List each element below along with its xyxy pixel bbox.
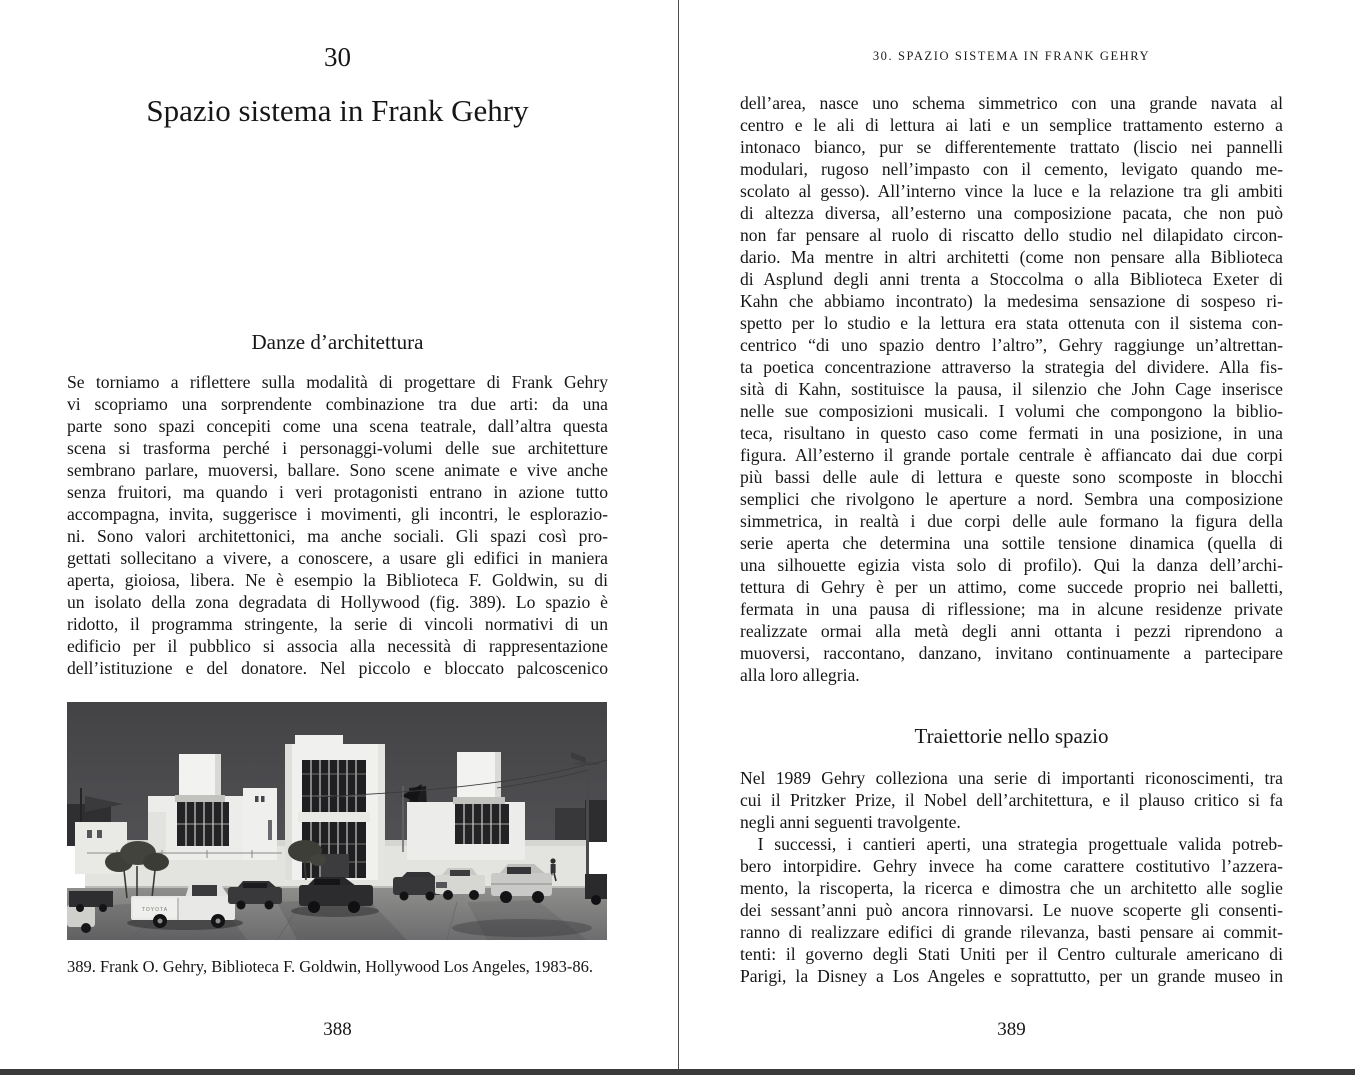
text-line: teca, risultano in questo caso come fermati in una posizione, in una (740, 423, 1283, 443)
text-line: vi scopriamo una sorprendente combinazione tra due arti: da una (67, 394, 608, 414)
text-line: centrico “di uno spazio dentro l’altro”, Gehry raggiunge un’altrettan- (740, 335, 1283, 355)
text-line: non far pensare al ruolo di riscatto dello studio nel dilapidato circon- (740, 225, 1283, 245)
right-page-number: 389 (997, 1019, 1026, 1040)
chapter-number: 30 (324, 42, 351, 72)
text-line: simmetrica, in realtà i due corpi delle aule formano la figura della (740, 511, 1283, 531)
text-line: modulari, rugoso nell’impasto con il cemento, levigato quando me- (740, 159, 1283, 179)
chapter-title: Spazio sistema in Frank Gehry (146, 93, 529, 128)
left-page-number: 388 (323, 1019, 352, 1040)
text-line: I successi, i cantieri aperti, una strategia progettuale valida potreb- (740, 834, 1283, 854)
text-line: ridotto, il programma stringente, la serie di vincoli normativi di un (67, 614, 608, 634)
text-line: scena si trasforma perché i personaggi-volumi delle sue architetture (67, 438, 608, 458)
text-line: bero intorpidire. Gehry invece ha come carattere costitutivo l’azzera- (740, 856, 1283, 876)
text-line: Parigi, la Disney a Los Angeles e soprattutto, per un grande museo in (740, 966, 1283, 986)
text-line: accompagna, invita, suggerisce i movimenti, gli incontri, le esplorazio- (67, 504, 608, 524)
left-body-paragraph (67, 371, 608, 679)
text-line: dell’istituzione e del donatore. Nel piccolo e bloccato palcoscenico (67, 658, 608, 678)
photo-left-cube (179, 754, 221, 795)
text-line: tettura di Gehry è per un attimo, come succede proprio nei balletti, (740, 577, 1283, 597)
pickup-tailgate-label: TOYOTA (141, 907, 169, 913)
figure-photo (67, 702, 607, 940)
text-line: cui il Pritzker Prize, il Nobel dell’architettura, e il plauso critico si fa (740, 790, 1283, 810)
text-line: mento, la riscoperta, la ricerca e dimostra che un architetto alle soglie (740, 878, 1283, 898)
text-line: parte sono spazi concepiti come una scena teatrale, dall’altra questa (67, 416, 608, 436)
photo-right-cube (457, 752, 501, 797)
text-line: serie aperta che determina una sottile tensione dinamica (quella di (740, 533, 1283, 553)
page-gutter-line (678, 0, 679, 1069)
text-line: aperta, gioiosa, libera. Ne è esempio la Biblioteca F. Goldwin, su di (67, 570, 608, 590)
text-line: realizzate ormai alla metà degli anni ottanta i pezzi riprendono a (740, 621, 1283, 641)
text-line: dei sessant’anni può ancora rinnovarsi. Le nuove scoperte gli consenti- (740, 900, 1283, 920)
text-line: Se torniamo a riflettere sulla modalità di progettare di Frank Gehry (67, 372, 608, 392)
section-heading-danze: Danze d’architettura (251, 330, 424, 354)
text-line: più bassi delle aule di lettura e queste sono scomposte in blocchi (740, 467, 1283, 487)
running-header: 30. SPAZIO SISTEMA IN FRANK GEHRY (872, 49, 1151, 63)
text-line: fermata in una pausa di riflessione; ma in alcune residenze private (740, 599, 1283, 619)
right-body-paragraphs-2-3 (740, 767, 1283, 987)
text-line: sità di Kahn, sostituisce la pausa, il silenzio che John Cage inserisce (740, 379, 1283, 399)
section-heading-traiettorie: Traiettorie nello spazio (914, 724, 1109, 748)
right-body-paragraph-2 (740, 767, 1283, 833)
text-line: dell’area, nasce uno schema simmetrico con una grande navata al (740, 93, 1283, 113)
text-line: un isolato della zona degradata di Hollywood (fig. 389). Lo spazio è (67, 592, 608, 612)
text-line: una silhouette egizia vista solo di profilo). Qui la danza dell’archi- (740, 555, 1283, 575)
right-page (740, 0, 1283, 1069)
bottom-edge-bar (0, 1069, 1355, 1075)
text-line: di Asplund degli anni trenta a Stoccolma o alla Biblioteca Exeter di (740, 269, 1283, 289)
right-body-paragraph-1 (740, 92, 1283, 686)
text-line: di altezza diversa, all’esterno una composizione pacata, che non può (740, 203, 1283, 223)
text-line: senza fruitori, ma quando i veri protagonisti entrano in azione tutto (67, 482, 608, 502)
text-line: Kahn che abbiamo incontrato) la medesima sensazione di sospeso ri- (740, 291, 1283, 311)
text-line: centro e le ali di lettura ai lati e un semplice trattamento esterno a (740, 115, 1283, 135)
left-page (67, 0, 608, 1069)
text-line: negli anni seguenti travolgente. (740, 812, 961, 832)
text-line: figura. All’esterno il grande portale centrale è affiancato dai due corpi (740, 445, 1283, 465)
text-line: spetto per lo studio e la lettura era stata ottenuta con il sistema con- (740, 313, 1283, 333)
text-line: ta poetica concentrazione attraverso la strategia del dividere. Alla fis- (740, 357, 1283, 377)
figure-caption: 389. Frank O. Gehry, Biblioteca F. Goldwin, Hollywood Los Angeles, 1983-86. (67, 957, 594, 976)
text-line: gettati sollecitano a vivere, a conoscere, a usare gli edifici in maniera (67, 548, 608, 568)
text-line: Nel 1989 Gehry colleziona una serie di importanti riconoscimenti, tra (740, 768, 1283, 788)
text-line: dario. Ma mentre in altri architetti (come non pensare alla Biblioteca (740, 247, 1283, 267)
text-line: scolato al gesso). All’interno vince la luce e la relazione tra gli ambiti (740, 181, 1283, 201)
right-body-paragraph-3 (740, 833, 1283, 987)
text-line: muoversi, raccontano, danzano, invitano continuamente a partecipare (740, 643, 1283, 663)
text-line: nelle sue composizioni musicali. I volumi che compongono la biblio- (740, 401, 1283, 421)
text-line: alla loro allegria. (740, 665, 860, 685)
text-line: sembrano parlare, muoversi, ballare. Sono scene animate e vive anche (67, 460, 608, 480)
text-line: ni. Sono valori architettonici, ma anche sociali. Gli spazi così pro- (67, 526, 608, 546)
text-line: semplici che rivolgono le aperture a nord. Sembra una composizione (740, 489, 1283, 509)
goldwin-library-photo (67, 702, 607, 940)
text-line: ranno di realizzare edifici di grande rilevanza, basti pensare ai commit- (740, 922, 1283, 942)
text-line: tenti: il governo degli Stati Uniti per il Centro culturale americano di (740, 944, 1283, 964)
text-line: edificio per il pubblico si associa alla necessità di rappresentazione (67, 636, 608, 656)
text-line: intonaco bianco, pur se differentemente trattato (liscio nei pannelli (740, 137, 1283, 157)
